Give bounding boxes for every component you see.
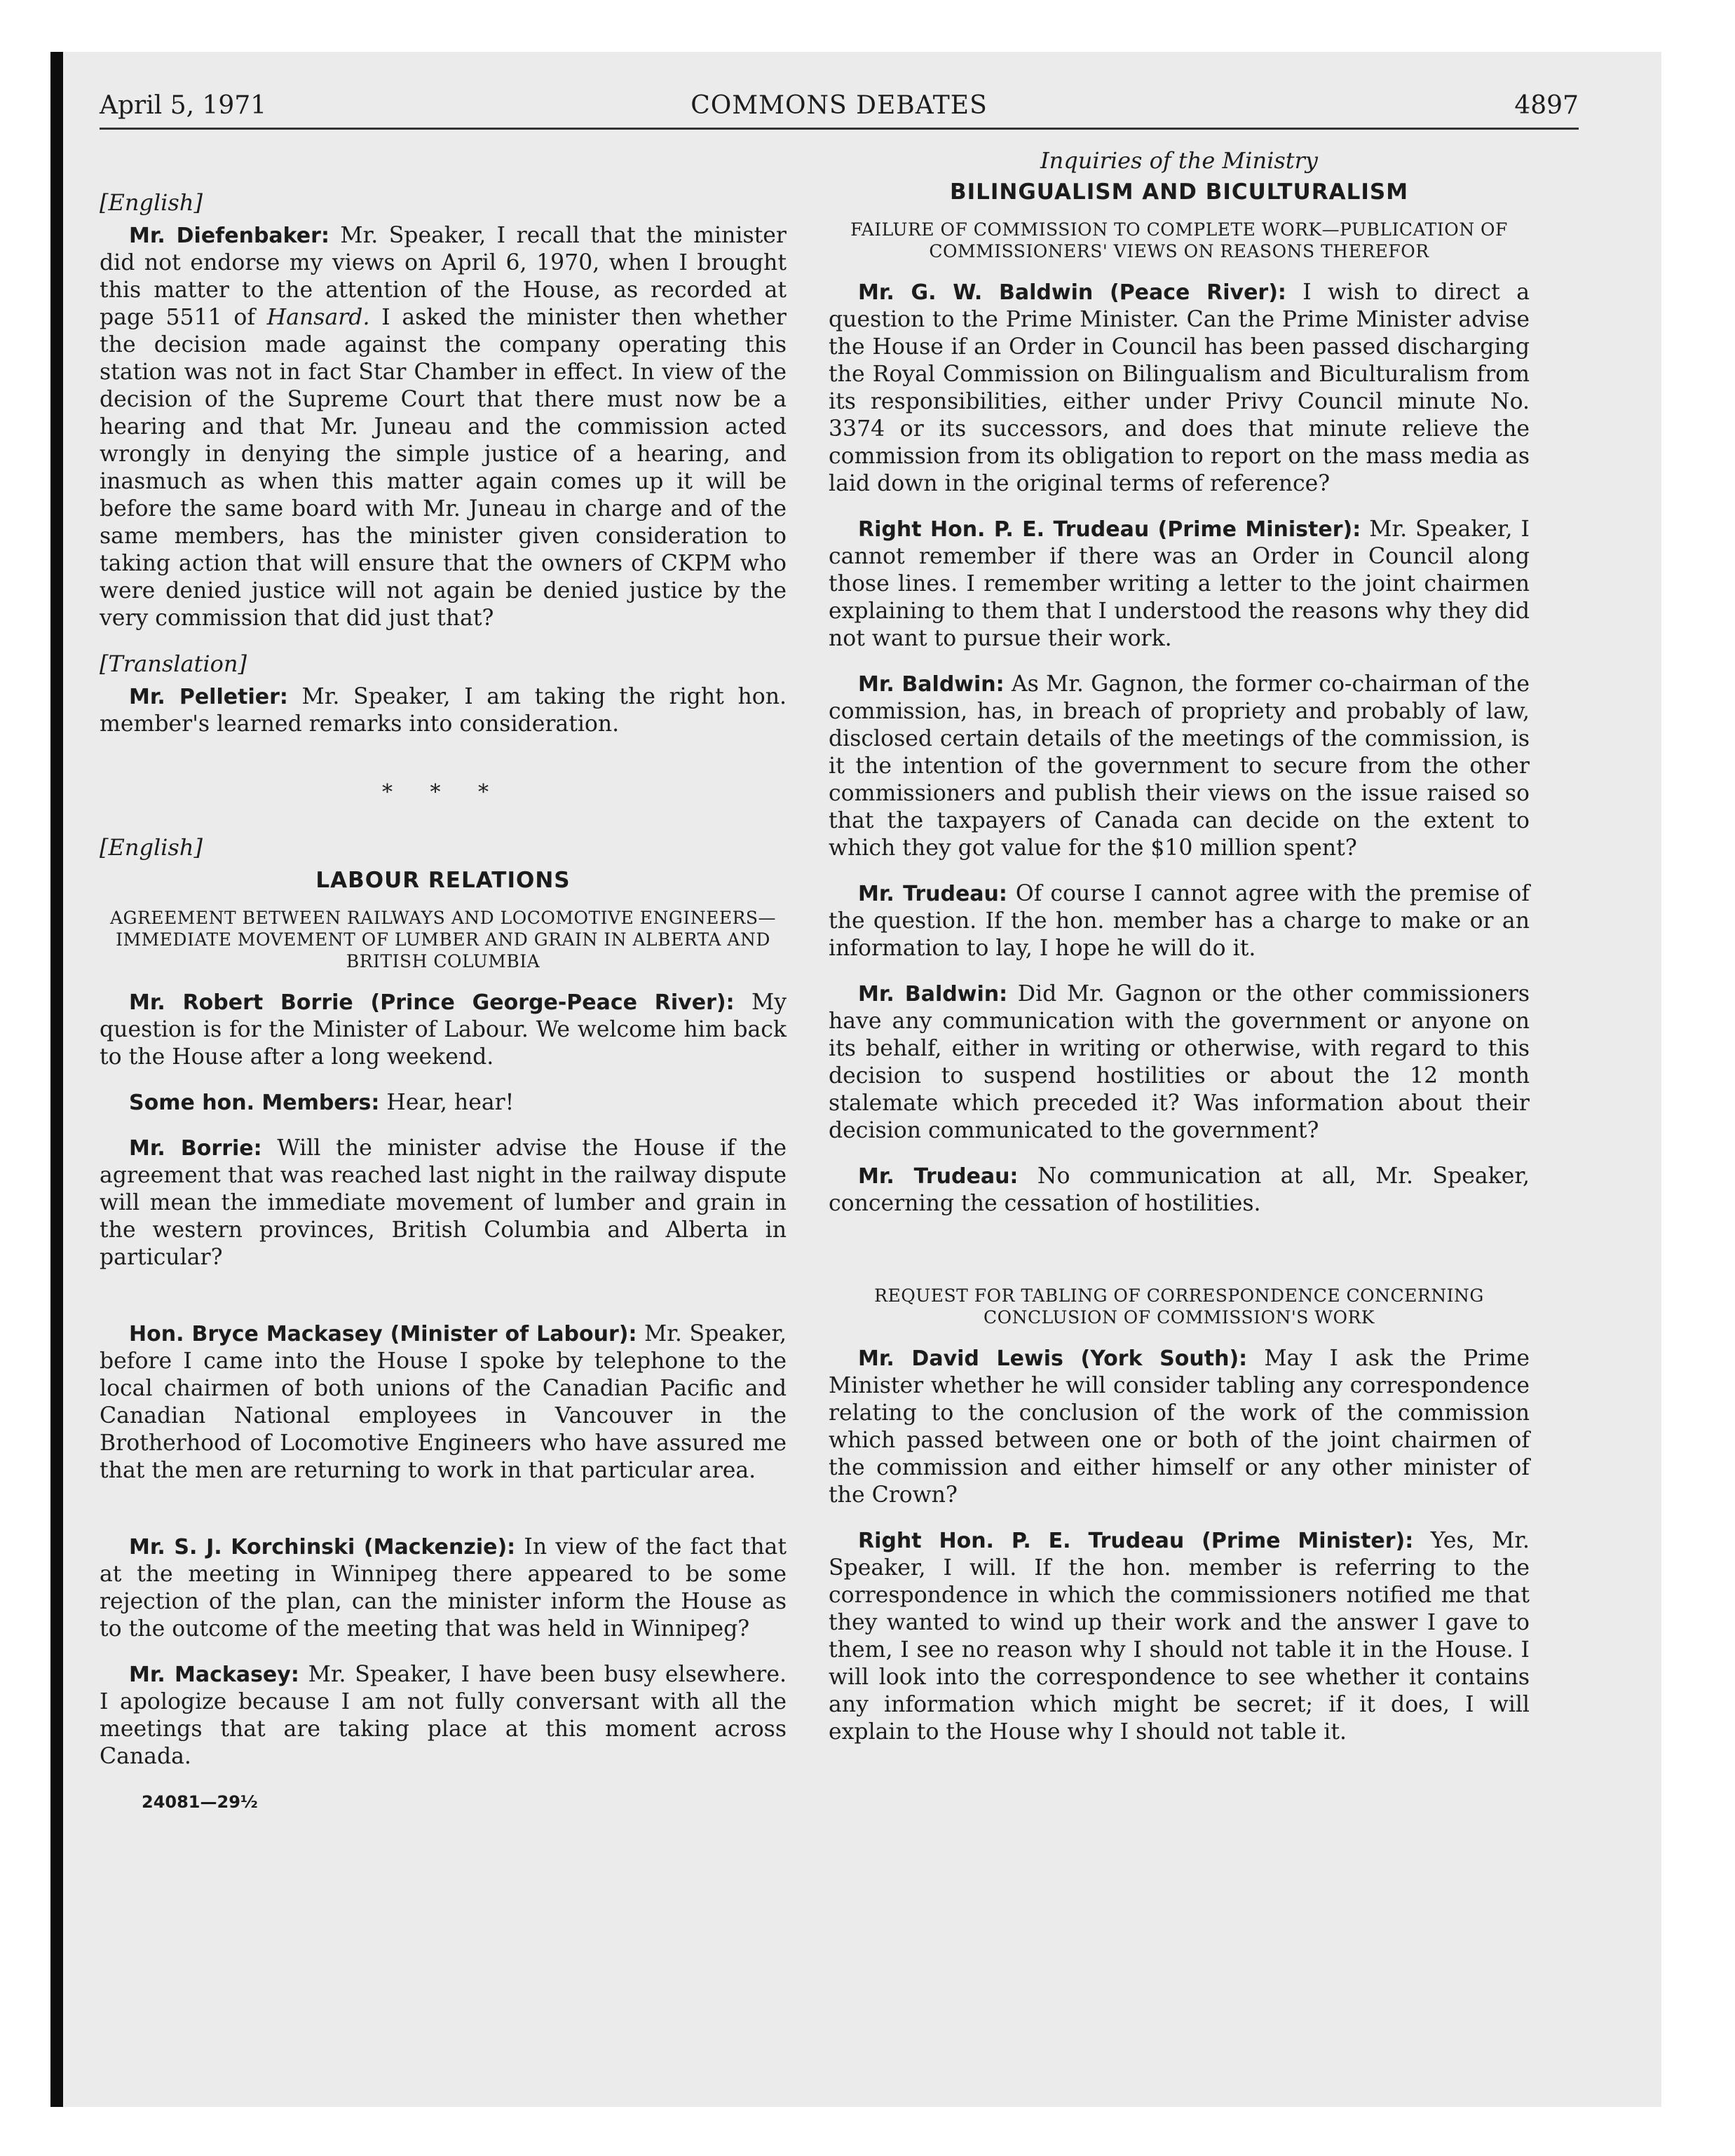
section-separator: * * * <box>381 780 505 805</box>
speech-text: Yes, Mr. Speaker, I will. If the hon. member is referring to the correspondence in which the commissioners notified me that they wanted to wind up their work and the answer I gave to them, I see no reason why I should not table it in the House. I will look into the correspondence to see whether it contains any information which might be secret; if it does, I will explain to the House why I should not table it. <box>829 1528 1530 1745</box>
speech-paragraph <box>829 1527 1530 1746</box>
speech-text: Did Mr. Gagnon or the other commissioners have any communication with the government or anyone on its behalf, either in writing or otherwise, with regard to this decision to suspend hostilities or about the 12 month stalemate which preceded it? Was information about their decision communicated to the government? <box>829 981 1530 1143</box>
speech-text: No communication at all, Mr. Speaker, concerning the cessation of hostilities. <box>829 1164 1530 1216</box>
speech-paragraph <box>100 1661 787 1770</box>
speaker-name: Mr. Borrie: <box>129 1136 262 1161</box>
speaker-name: Mr. Baldwin: <box>858 672 1005 697</box>
speech-paragraph <box>100 1534 787 1643</box>
speech-paragraph <box>829 880 1530 962</box>
language-marker: [English] <box>100 189 203 216</box>
speech-paragraph <box>100 1089 787 1117</box>
speech-text: I wish to direct a question to the Prime Minister. Can the Prime Minister advise the House if an Order in Council has been passed discharging the Royal Commission on Bilingualism and Biculturalism from its responsibilities, either under Privy Council minute No. 3374 or its successors, and does that minute relieve the commission from its obligation to report on the mass media as laid down in the original terms of reference? <box>829 280 1530 496</box>
speaker-name: Mr. Pelletier: <box>129 685 288 709</box>
header-title: COMMONS DEBATES <box>690 91 988 120</box>
hansard-title: Hansard. <box>266 305 370 330</box>
speech-text: As Mr. Gagnon, the former co-chairman of the commission, has, in breach of propriety and probably of law, disclosed certain details of the meetings of the commission, is it the intention of the government to secure from the other commissioners and publish their views on the issue raised so that the taxpayers of Canada can decide on the extent to which they got value for the $10 million spent? <box>829 671 1530 861</box>
speech-paragraph <box>829 1163 1530 1217</box>
speech-paragraph <box>100 1135 787 1271</box>
section-subheading: FAILURE OF COMMISSION TO COMPLETE WORK—PUBLICATION OF COMMISSIONERS' VIEWS ON REASONS THEREFOR <box>850 219 1508 261</box>
speech-text: In view of the fact that at the meeting in Winnipeg there appeared to be some rejection of the plan, can the minister inform the House as to the outcome of the meeting that was held in Winnipeg? <box>100 1534 787 1642</box>
speech-paragraph <box>100 1321 787 1485</box>
spacer <box>829 1236 1530 1285</box>
right-column <box>829 147 1530 1764</box>
speaker-name: Right Hon. P. E. Trudeau (Prime Minister): <box>858 1529 1414 1553</box>
header-date: April 5, 1971 <box>100 91 267 120</box>
speaker-name: Mr. G. W. Baldwin (Peace River): <box>858 280 1286 305</box>
print-footnote: 24081—29½ <box>142 1792 258 1812</box>
speaker-name: Hon. Bryce Mackasey (Minister of Labour): <box>129 1322 637 1346</box>
speech-text: I asked the minister then whether the decision made against the company operating this station was not in fact Star Chamber in effect. In view of the decision of the Supreme Court that there must now be a hearing and that Mr. Juneau and the commission acted wrongly in denying the simple justice of a hearing, and inasmuch as when this matter again comes up it will be before the same board with Mr. Juneau in charge and of the same members, has the minister given consideration to taking action that will ensure that the owners of CKPM who were denied justice will not again be denied justice by the very commission that did just that? <box>100 305 787 631</box>
speaker-name: Mr. Trudeau: <box>858 1164 1019 1189</box>
speech-paragraph <box>100 683 787 738</box>
speech-paragraph <box>829 279 1530 498</box>
speaker-name: Mr. David Lewis (York South): <box>858 1346 1248 1371</box>
language-marker: [English] <box>100 834 203 861</box>
speaker-name: Mr. Mackasey: <box>129 1663 299 1687</box>
speech-text: May I ask the Prime Minister whether he will consider tabling any correspondence relating to the conclusion of the work of the commission which passed between one or both of the joint chairmen of the commission and either himself or any other minister of the Crown? <box>829 1346 1530 1508</box>
header-page-number: 4897 <box>1514 91 1579 120</box>
section-subheading: REQUEST FOR TABLING OF CORRESPONDENCE CONCERNING CONCLUSION OF COMMISSION'S WORK <box>874 1285 1484 1328</box>
speech-paragraph <box>829 671 1530 862</box>
speech-text: Will the minister advise the House if the agreement that was reached last night in the railway dispute will mean the immediate movement of lumber and grain in the western provinces, British Columbia and Alberta in particular? <box>100 1135 787 1270</box>
section-heading: LABOUR RELATIONS <box>315 868 571 893</box>
spacer <box>100 1290 787 1321</box>
speaker-name: Mr. Baldwin: <box>858 982 1008 1007</box>
speech-paragraph <box>829 981 1530 1145</box>
speaker-name: Right Hon. P. E. Trudeau (Prime Minister): <box>858 517 1361 542</box>
speech-text: Of course I cannot agree with the premise of the question. If the hon. member has a charge to make or an information to lay, I hope he will do it. <box>829 881 1530 961</box>
speaker-name: Mr. S. J. Korchinski (Mackenzie): <box>129 1535 516 1560</box>
speech-text: Mr. Speaker, I cannot remember if there was an Order in Council along those lines. I remember writing a letter to the joint chairmen explaining to them that I understood the reasons why they did not want to pursue their work. <box>829 517 1530 651</box>
speech-text: Mr. Speaker, I have been busy elsewhere. I apologize because I am not fully conversant with all the meetings that are taking place at this moment across Canada. <box>100 1662 787 1769</box>
section-subheading: AGREEMENT BETWEEN RAILWAYS AND LOCOMOTIVE ENGINEERS—IMMEDIATE MOVEMENT OF LUMBER AND GRAIN IN ALBERTA AND BRITISH COLUMBIA <box>109 908 777 971</box>
spacer <box>100 1503 787 1534</box>
speaker-name: Mr. Diefenbaker: <box>129 224 329 248</box>
section-heading: BILINGUALISM AND BICULTURALISM <box>949 179 1409 205</box>
speaker-name: Mr. Robert Borrie (Prince George-Peace River): <box>129 990 735 1015</box>
left-column <box>100 147 787 1816</box>
scan-edge <box>50 52 63 2107</box>
speech-paragraph <box>829 1345 1530 1509</box>
speech-text: My question is for the Minister of Labour. We welcome him back to the House after a long weekend. <box>100 990 787 1070</box>
speaker-name: Some hon. Members: <box>129 1091 380 1115</box>
speech-text: Hear, hear! <box>379 1090 515 1115</box>
speech-paragraph <box>829 516 1530 653</box>
speech-text: Mr. Speaker, I am taking the right hon. member's learned remarks into consideration. <box>100 684 787 737</box>
page-header <box>100 84 1579 130</box>
section-context: Inquiries of the Ministry <box>1040 147 1318 174</box>
speech-text: Mr. Speaker, before I came into the House I spoke by telephone to the local chairmen of both unions of the Canadian Pacific and Canadian National employees in Vancouver in the Brotherhood of Locomotive Engineers who have assured me that the men are returning to work in that particular area. <box>100 1321 787 1483</box>
speech-text: Mr. Speaker, I recall that the minister did not endorse my views on April 6, 1970, when I brought this matter to the attention of the House, as recorded at page 5511 of <box>100 223 787 330</box>
speaker-name: Mr. Trudeau: <box>858 882 1007 906</box>
speech-paragraph <box>100 989 787 1071</box>
speech-paragraph <box>100 222 787 632</box>
language-marker: [Translation] <box>100 650 247 677</box>
